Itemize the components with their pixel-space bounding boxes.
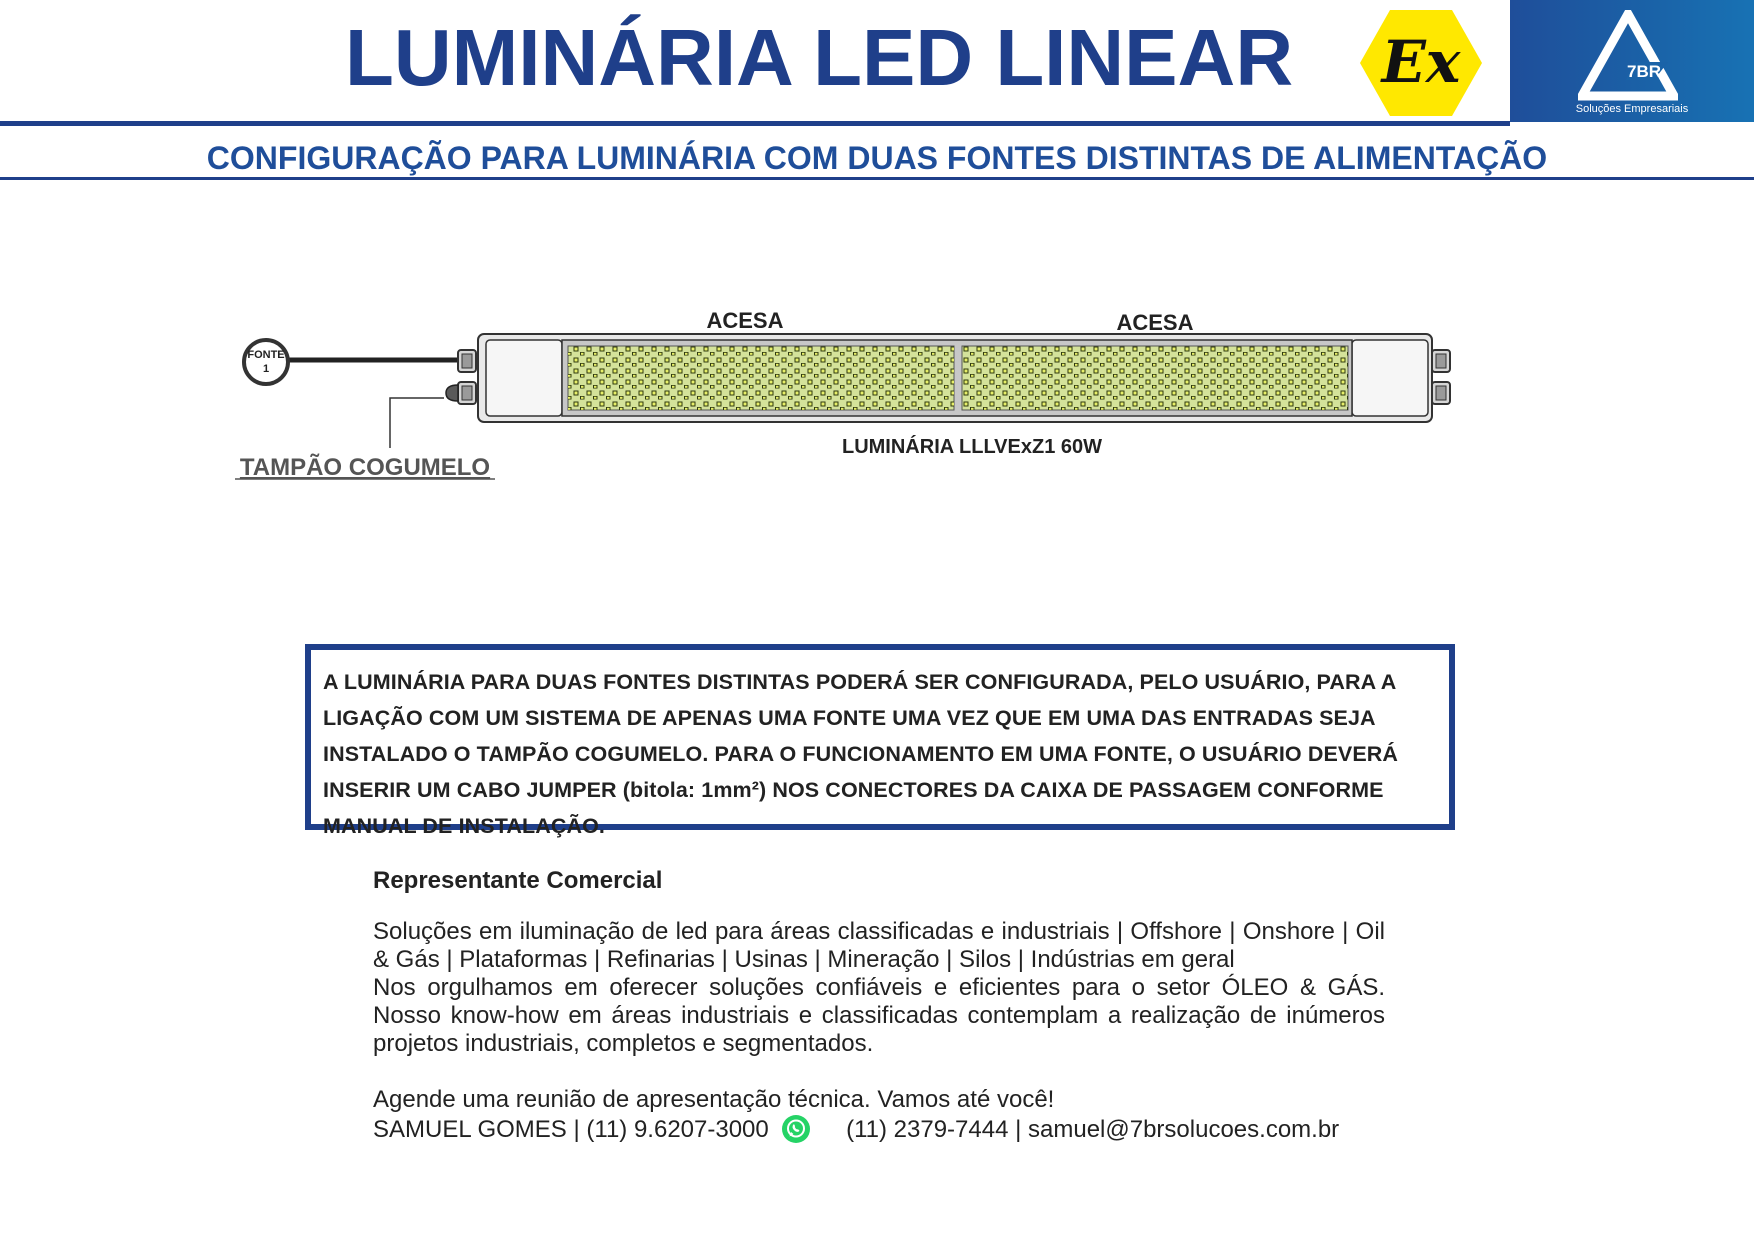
- cap-label: TAMPÃO COGUMELO: [239, 454, 491, 481]
- representative-about: Nos orgulhamos em oferecer soluções confiáveis e eficientes para o setor ÓLEO & GÁS. Nosso know-how em áreas industriais e classificadas contemplam a realização de inúmeros projetos industriais, completos e segmentados.: [373, 974, 1385, 1057]
- whatsapp-icon[interactable]: [781, 1114, 811, 1144]
- representative-section: [373, 866, 1385, 1144]
- left-cable-gland-top: [458, 350, 476, 372]
- ex-hexagon-icon: [1358, 8, 1484, 118]
- section-right-status: ACESA: [1116, 310, 1194, 335]
- brand-logo: [1578, 10, 1678, 102]
- cap-leader-line: [390, 398, 444, 448]
- page-subtitle: CONFIGURAÇÃO PARA LUMINÁRIA COM DUAS FONTES DISTINTAS DE ALIMENTAÇÃO: [206, 140, 1548, 176]
- right-cable-gland-top: [1432, 350, 1450, 372]
- representative-heading: Representante Comercial: [373, 867, 663, 894]
- configuration-note-box: [305, 644, 1455, 838]
- representative-intro: Soluções em iluminação de led para áreas classificadas e industriais | Offshore | Onshore | Oil & Gás | Plataformas | Refinarias | Usinas | Mineração | Silos | Indústrias em geral: [373, 918, 1385, 973]
- subtitle-divider: [0, 177, 1754, 180]
- representative-cta: Agende uma reunião de apresentação técnica. Vamos até você!: [373, 1086, 1055, 1113]
- configuration-note-text: A LUMINÁRIA PARA DUAS FONTES DISTINTAS PODERÁ SER CONFIGURADA, PELO USUÁRIO, PARA A LIGAÇÃO COM UM SISTEMA DE APENAS UMA FONTE UMA VEZ QUE EM UMA DAS ENTRADAS SEJA INSTALADO O TAMPÃO COGUMELO. PARA O FUNCIONAMENTO EM UMA FONTE, O USUÁRIO DEVERÁ INSERIR UM CABO JUMPER (bitola: 1mm²) NOS CONECTORES DA CAIXA DE PASSAGEM CONFORME MANUAL DE INSTALAÇÃO.: [323, 670, 1399, 838]
- header-divider: [0, 121, 1510, 126]
- section-left-status: ACESA: [706, 308, 784, 333]
- brand-name: 7BR: [1626, 62, 1662, 81]
- brand-panel: [1510, 0, 1754, 122]
- right-cable-gland-bottom: [1432, 382, 1450, 404]
- luminaire-model-label: LUMINÁRIA LLLVExZ1 60W: [841, 436, 1103, 458]
- mushroom-cap: [446, 385, 458, 401]
- source-number: 1: [262, 363, 270, 375]
- ex-mark: Ex: [1381, 28, 1461, 96]
- left-cable-gland-bottom: [458, 382, 476, 404]
- contact-line: [373, 1114, 1385, 1144]
- source-label: FONTE: [247, 349, 285, 361]
- led-array-left: [568, 346, 954, 410]
- contact-phone-email[interactable]: (11) 2379-7444 | samuel@7brsolucoes.com.br: [846, 1116, 1340, 1143]
- brand-tagline: Soluções Empresariais: [1575, 103, 1689, 115]
- power-source-1: [244, 340, 288, 384]
- contact-name-phone[interactable]: SAMUEL GOMES | (11) 9.6207-3000: [373, 1116, 769, 1143]
- led-array-right: [962, 346, 1348, 410]
- luminaire-diagram: [0, 290, 1754, 520]
- page-title: LUMINÁRIA LED LINEAR: [345, 13, 1294, 102]
